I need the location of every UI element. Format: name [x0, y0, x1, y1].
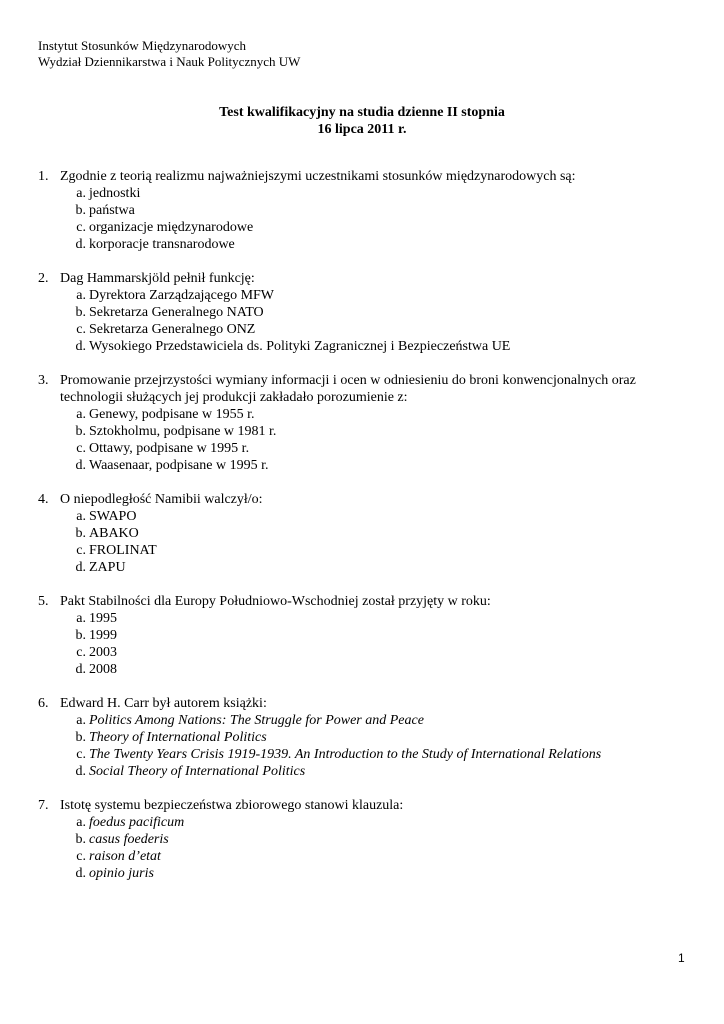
question-number: 3.: [38, 373, 49, 388]
option-letter: a.: [76, 611, 86, 626]
option-text: raison d’etat: [89, 849, 161, 864]
question-number: 2.: [38, 271, 49, 286]
option-letter: c.: [76, 441, 86, 456]
question-7: [38, 797, 688, 882]
option-letter: c.: [76, 645, 86, 660]
option-letter: c.: [76, 849, 86, 864]
option-letter: b.: [75, 203, 86, 218]
answer-option: [38, 627, 688, 644]
option-text: 1999: [89, 628, 117, 643]
answer-option: [38, 661, 688, 678]
answer-option: [38, 763, 688, 780]
option-text: Genewy, podpisane w 1955 r.: [89, 407, 255, 422]
answer-option: [38, 406, 688, 423]
answer-option: [38, 644, 688, 661]
answer-option: [38, 542, 688, 559]
option-letter: d.: [75, 866, 86, 881]
answer-option: [38, 321, 688, 338]
header-faculty: Wydział Dziennikarstwa i Nauk Politycznych UW: [38, 54, 301, 69]
option-text: ZAPU: [89, 560, 126, 575]
option-letter: a.: [76, 186, 86, 201]
answer-option: [38, 610, 688, 627]
question-text: Promowanie przejrzystości wymiany informacji i ocen w odniesieniu do broni konwencjonalnych oraz technologii służących jej produkcji zakładało porozumienie z:: [60, 373, 636, 405]
option-text: 1995: [89, 611, 117, 626]
question-number: 6.: [38, 696, 49, 711]
option-letter: a.: [76, 407, 86, 422]
test-title: [0, 104, 724, 138]
option-letter: d.: [75, 662, 86, 677]
option-text: Ottawy, podpisane w 1995 r.: [89, 441, 250, 456]
option-text: Theory of International Politics: [89, 730, 267, 745]
answer-option: [38, 338, 688, 355]
option-text: Sekretarza Generalnego NATO: [89, 305, 264, 320]
title-main: Test kwalifikacyjny na studia dzienne II stopnia: [219, 105, 505, 120]
question-2: [38, 270, 688, 355]
answer-option: [38, 440, 688, 457]
answer-option: [38, 525, 688, 542]
option-text: opinio juris: [89, 866, 154, 881]
question-number: 1.: [38, 169, 49, 184]
option-letter: d.: [75, 237, 86, 252]
answer-option: [38, 287, 688, 304]
option-text: The Twenty Years Crisis 1919-1939. An Introduction to the Study of International Relations: [89, 747, 602, 762]
answer-option: [38, 202, 688, 219]
option-text: Wysokiego Przedstawiciela ds. Polityki Zagranicznej i Bezpieczeństwa UE: [89, 339, 511, 354]
question-list: [38, 168, 688, 899]
question-text: O niepodległość Namibii walczył/o:: [60, 492, 263, 507]
option-text: Dyrektora Zarządzającego MFW: [89, 288, 275, 303]
option-letter: c.: [76, 322, 86, 337]
option-text: 2003: [89, 645, 117, 660]
answer-option: [38, 848, 688, 865]
option-letter: a.: [76, 815, 86, 830]
title-date: 16 lipca 2011 r.: [317, 122, 407, 137]
answer-option: [38, 304, 688, 321]
answer-option: [38, 865, 688, 882]
option-text: Politics Among Nations: The Struggle for Power and Peace: [89, 713, 424, 728]
answer-option: [38, 831, 688, 848]
option-text: FROLINAT: [89, 543, 157, 558]
page-number: 1: [678, 951, 685, 965]
answer-option: [38, 729, 688, 746]
answer-option: [38, 814, 688, 831]
option-letter: b.: [75, 628, 86, 643]
question-text: Edward H. Carr był autorem książki:: [60, 696, 267, 711]
question-text: Zgodnie z teorią realizmu najważniejszymi uczestnikami stosunków międzynarodowych są:: [60, 169, 576, 184]
answer-option: [38, 236, 688, 253]
question-text: Dag Hammarskjöld pełnił funkcję:: [60, 271, 255, 286]
option-text: SWAPO: [89, 509, 137, 524]
option-text: casus foederis: [89, 832, 169, 847]
question-5: [38, 593, 688, 678]
option-text: Waasenaar, podpisane w 1995 r.: [89, 458, 269, 473]
document-header: [38, 38, 300, 70]
answer-option: [38, 559, 688, 576]
option-letter: a.: [76, 509, 86, 524]
question-number: 7.: [38, 798, 49, 813]
header-institute: Instytut Stosunków Międzynarodowych: [38, 38, 246, 53]
question-text: Pakt Stabilności dla Europy Południowo-Wschodniej został przyjęty w roku:: [60, 594, 491, 609]
question-4: [38, 491, 688, 576]
option-letter: d.: [75, 458, 86, 473]
option-letter: d.: [75, 560, 86, 575]
answer-option: [38, 746, 688, 763]
option-text: ABAKO: [89, 526, 139, 541]
question-1: [38, 168, 688, 253]
option-letter: d.: [75, 339, 86, 354]
answer-option: [38, 185, 688, 202]
question-number: 5.: [38, 594, 49, 609]
option-text: organizacje międzynarodowe: [89, 220, 254, 235]
option-letter: c.: [76, 747, 86, 762]
option-letter: a.: [76, 288, 86, 303]
option-letter: b.: [75, 526, 86, 541]
option-text: korporacje transnarodowe: [89, 237, 235, 252]
option-letter: c.: [76, 220, 86, 235]
option-letter: c.: [76, 543, 86, 558]
question-number: 4.: [38, 492, 49, 507]
answer-option: [38, 508, 688, 525]
option-letter: b.: [75, 305, 86, 320]
question-6: [38, 695, 688, 780]
option-letter: b.: [75, 424, 86, 439]
option-text: państwa: [89, 203, 135, 218]
option-text: foedus pacificum: [89, 815, 185, 830]
option-text: 2008: [89, 662, 117, 677]
answer-option: [38, 423, 688, 440]
option-letter: a.: [76, 713, 86, 728]
question-text: Istotę systemu bezpieczeństwa zbiorowego stanowi klauzula:: [60, 798, 404, 813]
option-text: Sztokholmu, podpisane w 1981 r.: [89, 424, 277, 439]
option-text: Sekretarza Generalnego ONZ: [89, 322, 256, 337]
answer-option: [38, 712, 688, 729]
option-letter: b.: [75, 832, 86, 847]
option-text: jednostki: [89, 186, 141, 201]
option-text: Social Theory of International Politics: [89, 764, 306, 779]
answer-option: [38, 457, 688, 474]
option-letter: b.: [75, 730, 86, 745]
option-letter: d.: [75, 764, 86, 779]
question-3: [38, 372, 688, 474]
answer-option: [38, 219, 688, 236]
